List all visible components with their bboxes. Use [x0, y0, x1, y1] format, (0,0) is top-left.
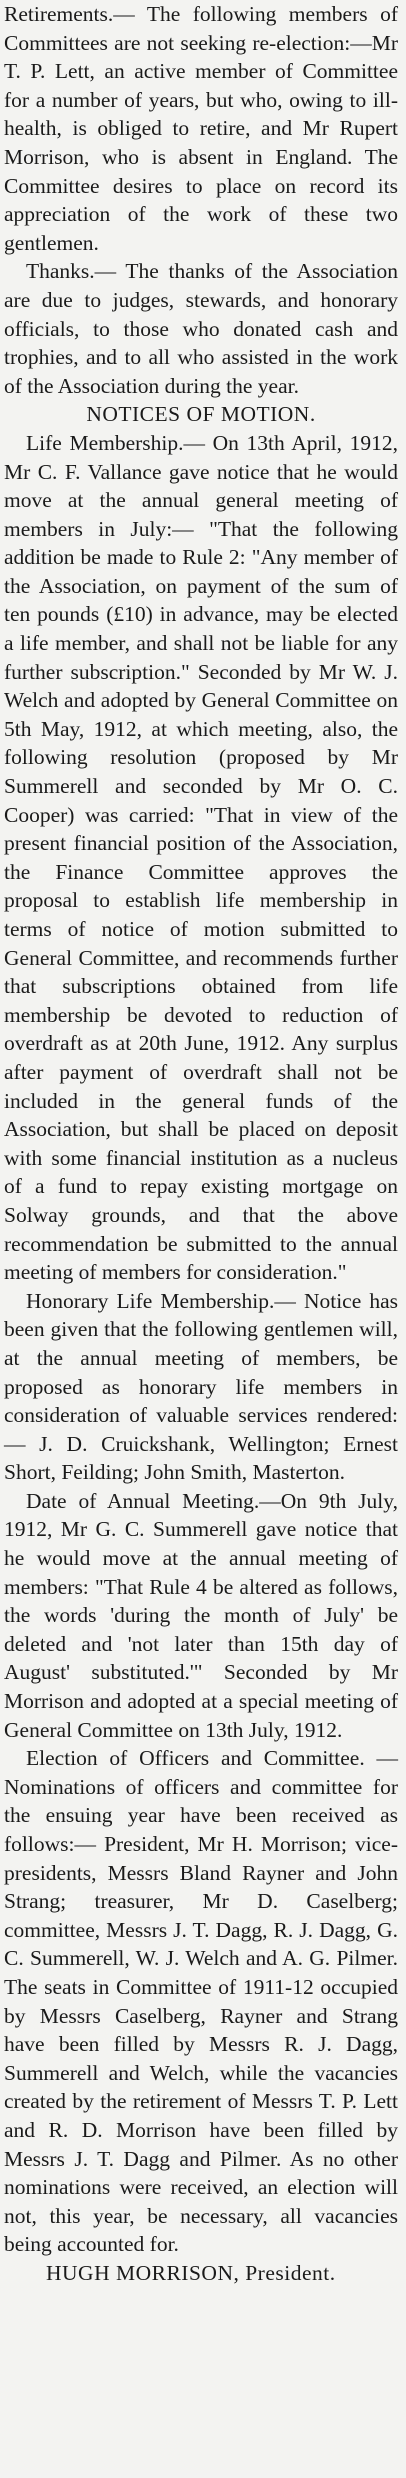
notices-of-motion-heading: NOTICES OF MOTION. — [86, 402, 316, 427]
signature: HUGH MORRISON, President. — [46, 2260, 336, 2285]
thanks-paragraph: Thanks.— The thanks of the Association are due to judges, stewards, and honorary officials, to those who donated cash and trophies, and to all who assisted in the work of the Association during the year. — [4, 259, 398, 398]
election-paragraph: Election of Officers and Committee. —Nominations of officers and committee for the ensuing year have been received as follows:— President, Mr H. Morrison; vice-presidents, Messrs Bland Rayner and John Strang; treasurer, Mr D. Caselberg; committee, Messrs J. T. Dagg, R. J. Dagg, G. C. Summerell, W. J. Welch and A. G. Pilmer. The seats in Committee of 1911-12 occupied by Messrs Caselberg, Rayner and Strang have been filled by Messrs R. J. Dagg, Summerell and Welch, while the vacancies created by the retirement of Messrs T. P. Lett and R. D. Morrison have been filled by Messrs J. T. Dagg and Pilmer. As no other nominations were received, an election will not, this year, be necessary, all vacancies being accounted for. — [4, 1746, 398, 2257]
honorary-life-membership-paragraph: Honorary Life Membership.— Notice has been given that the following gentlemen will, at the annual meeting of members, be proposed as honorary life members in consideration of valuable services rendered:— J. D. Cruickshank, Wellington; Ernest Short, Feilding; John Smith, Masterton. — [4, 1288, 398, 1485]
retirements-paragraph: Retirements.— The following members of Committees are not seeking re-election:—Mr T. P. Lett, an active member of Committee for a number of years, but who, owing to ill-health, is obliged to retire, and Mr Rupert Morrison, who is absent in England. The Committee desires to place on record its appreciation of the work of these two gentlemen. — [4, 2, 398, 255]
annual-meeting-paragraph: Date of Annual Meeting.—On 9th July, 1912, Mr G. C. Summerell gave notice that he would move at the annual meeting of members: "That Rule 4 be altered as follows, the words 'during the month of July' be deleted and 'not later than 15th day of August' substituted.'" Seconded by Mr Morrison and adopted at a special meeting of General Committee on 13th July, 1912. — [4, 1488, 398, 1742]
life-membership-paragraph: Life Membership.— On 13th April, 1912, Mr C. F. Vallance gave notice that he would move at the annual general meeting of members in July:— "That the following addition be made to Rule 2: "Any member of the Association, on payment of the sum of ten pounds (£10) in advance, may be elected a life member, and shall not be liable for any further subscription." Seconded by Mr W. J. Welch and adopted by General Committee on 5th May, 1912, at which meeting, also, the following resolution (proposed by Mr Summerell and seconded by Mr O. C. Cooper) was carried: "That in view of the present financial position of the Association, the Finance Committee approves the proposal to establish life membership in terms of notice of motion submitted to General Committee, and recommends further that subscriptions obtained from life membership be devoted to reduction of overdraft as at 20th June, 1912. Any surplus after payment of overdraft shall not be included in the general funds of the Association, but shall be placed on deposit with some financial institution as a nucleus of a fund to repay existing mortgage on Solway grounds, and that the above recommendation be submitted to the annual meeting of members for consideration." — [4, 430, 398, 1285]
